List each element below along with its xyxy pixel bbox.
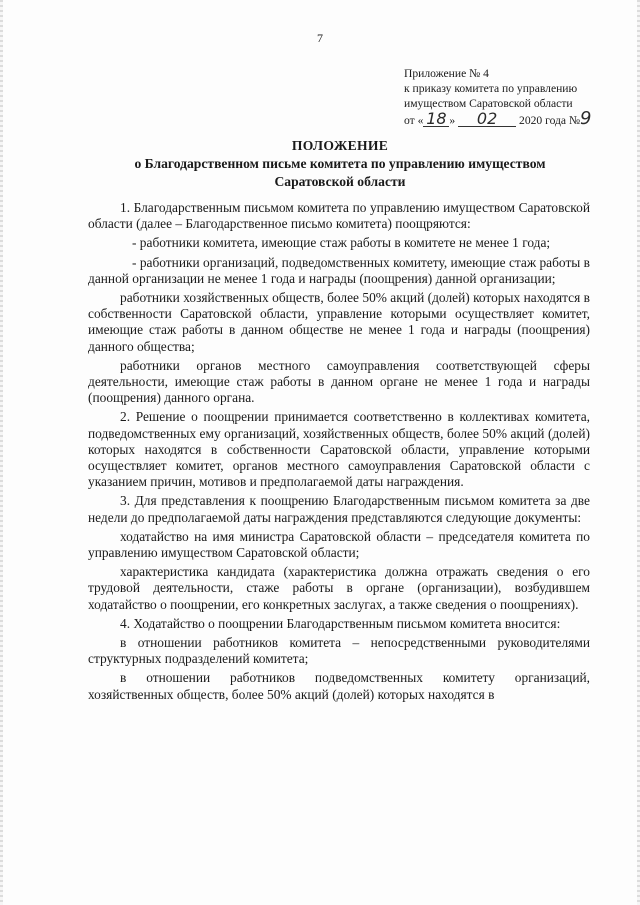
title-heading: ПОЛОЖЕНИЕ xyxy=(291,138,389,153)
appendix-line-3: имуществом Саратовской области xyxy=(404,97,573,110)
document-title xyxy=(90,137,590,191)
paragraph-4: работники хозяйственных обществ, более 50% акций (долей) которых находятся в собственности Саратовской области, управление которыми осуществляет комитет, имеющие стаж работы в данном обществе не менее 1 года и награды (поощрения) данного общества; xyxy=(88,290,590,354)
paragraph-7: 3. Для представления к поощрению Благодарственным письмом комитета за две недели до предполагаемой даты награждения представляются следующие документы: xyxy=(88,493,590,525)
scan-edge-left xyxy=(0,0,3,905)
title-subtitle-line-1: о Благодарственном письме комитета по управлению имуществом xyxy=(134,156,546,171)
paragraph-5: работники органов местного самоуправления соответствующей сферы деятельности, имеющие стаж работы в данном органе не менее 1 года и награды (поощрения) данного органа. xyxy=(88,357,590,406)
appendix-date-line xyxy=(404,108,614,129)
appendix-line-2: к приказу комитета по управлению xyxy=(404,82,578,95)
paragraph-8: ходатайство на имя министра Саратовской области – председателя комитета по управлению имуществом Саратовской области; xyxy=(88,528,590,561)
paragraph-2: - работники комитета, имеющие стаж работы в комитете не менее 1 года; xyxy=(132,235,551,251)
paragraph-10: 4. Ходатайство о поощрении Благодарственным письмом комитета вносится: xyxy=(120,615,561,631)
paragraph-12: в отношении работников подведомственных комитету организаций, хозяйственных обществ, более 50% акций (долей) которых находятся в xyxy=(88,670,590,702)
document-body xyxy=(88,200,590,706)
page-number: 7 xyxy=(317,31,323,45)
paragraph-1: 1. Благодарственным письмом комитета по управлению имуществом Саратовской области (далее – Благодарственное письмо комитета) поощряются: xyxy=(88,200,590,232)
date-year: 2020 года № xyxy=(519,114,581,127)
appendix-line-1: Приложение № 4 xyxy=(404,67,489,80)
title-subtitle-line-2: Саратовской области xyxy=(274,174,406,189)
paragraph-6: 2. Решение о поощрении принимается соответственно в коллективах комитета, подведомственных ему организаций, хозяйственных обществ, более 50% акций (долей) которых находятся в собственности Саратовской области, управление которыми осуществляет комитет, органов местного самоуправления Саратовской области с указанием причин, мотивов и предполагаемой даты награждения. xyxy=(88,409,590,490)
date-month: 02 xyxy=(458,111,516,127)
paragraph-3: - работники организаций, подведомственных комитету, имеющие стаж работы в данной организации не менее 1 года и награды (поощрения) данной организации; xyxy=(88,254,590,286)
appendix-block xyxy=(404,66,614,128)
date-prefix: от « xyxy=(404,114,424,127)
date-mid: » xyxy=(449,114,456,127)
date-number: 9 xyxy=(580,108,592,129)
paragraph-11: в отношении работников комитета – непосредственными руководителями структурных подразделений комитета; xyxy=(88,635,590,667)
paragraph-9: характеристика кандидата (характеристика должна отражать сведения о его трудовой деятельности, стаже работы в органе (организации), возбудившем ходатайство о поощрении, его конкретных заслугах, а также сведения о поощрениях). xyxy=(88,564,590,612)
date-day: 18 xyxy=(423,111,449,127)
